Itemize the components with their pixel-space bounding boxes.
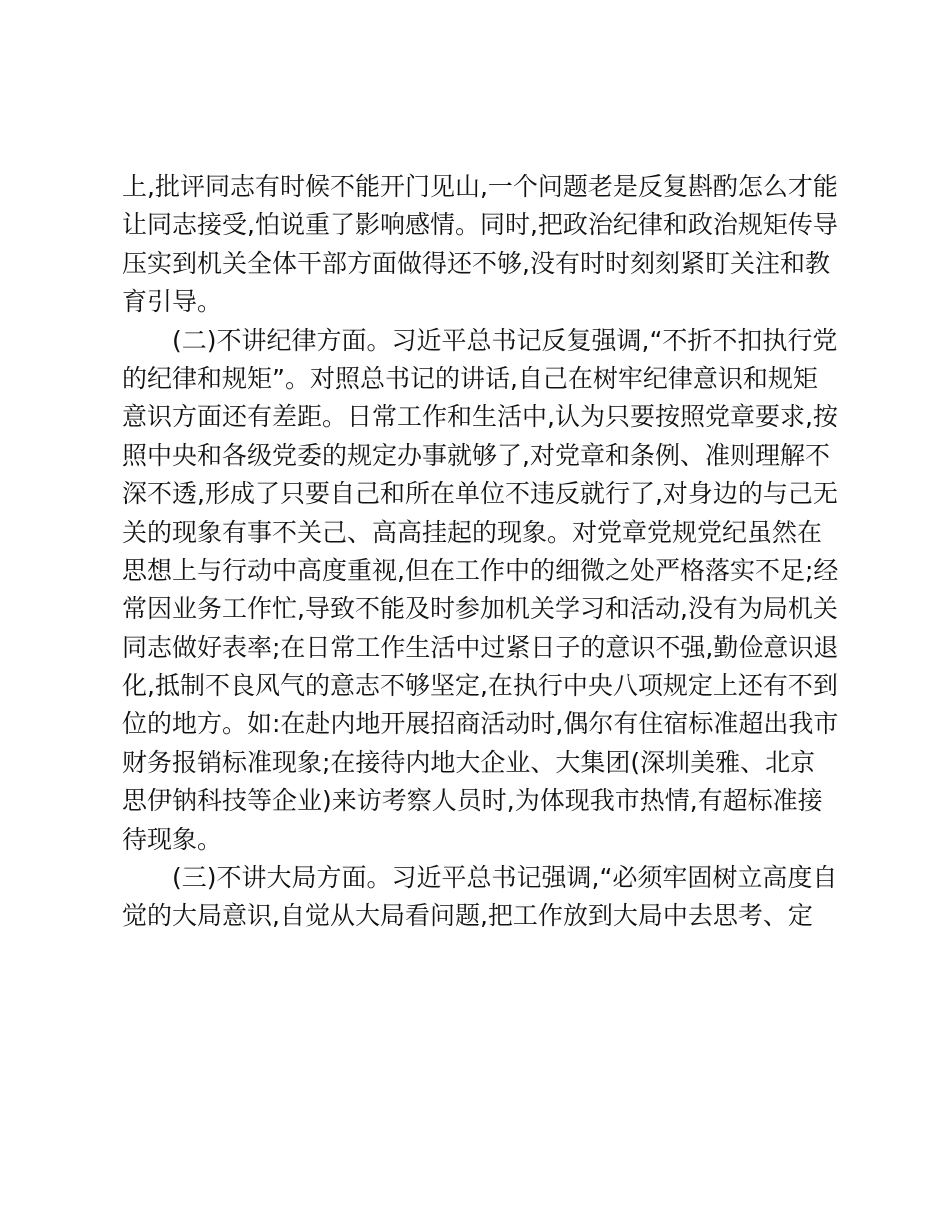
text-line: 财务报销标准现象;在接待内地大企业、大集团(深圳美雅、北京	[122, 747, 816, 777]
text-line: 育引导。	[122, 287, 223, 317]
text-line: 深不透,形成了只要自己和所在单位不违反就行了,对身边的与己无	[122, 479, 838, 509]
text-line: 化,抵制不良风气的意志不够坚定,在执行中央八项规定上还有不到	[122, 671, 838, 701]
section-heading-line: (三)不讲大局方面。习近平总书记强调,“必须牢固树立高度自	[172, 863, 838, 893]
text-line: 位的地方。如:在赴内地开展招商活动时,偶尔有住宿标准超出我市	[122, 709, 839, 739]
text-line: 思伊钠科技等企业)来访考察人员时,为体现我市热情,有超标准接	[122, 786, 823, 816]
text-line: 照中央和各级党委的规定办事就够了,对党章和条例、准则理解不	[122, 440, 830, 470]
text-line: 关的现象有事不关己、高高挂起的现象。对党章党规党纪虽然在	[122, 517, 823, 547]
text-line: 压实到机关全体干部方面做得还不够,没有时时刻刻紧盯关注和教	[122, 248, 830, 278]
text-line: 常因业务工作忙,导致不能及时参加机关学习和活动,没有为局机关	[122, 594, 838, 624]
text-line: 让同志接受,怕说重了影响感情。同时,把政治纪律和政治规矩传导	[122, 210, 838, 240]
text-line: 意识方面还有差距。日常工作和生活中,认为只要按照党章要求,按	[122, 402, 838, 432]
text-line: 上,批评同志有时候不能开门见山,一个问题老是反复斟酌怎么才能	[122, 172, 838, 201]
text-line: 的纪律和规矩”。对照总书记的讲话,自己在树牢纪律意识和规矩	[122, 363, 818, 393]
text-line: 同志做好表率;在日常工作生活中过紧日子的意识不强,勤俭意识退	[122, 632, 839, 662]
section-heading-line: (二)不讲纪律方面。习近平总书记反复强调,“不折不扣执行党	[172, 325, 838, 355]
text-line: 待现象。	[122, 824, 223, 854]
text-line: 觉的大局意识,自觉从大局看问题,把工作放到大局中去思考、定	[122, 901, 813, 931]
body-text	[122, 168, 842, 936]
text-line: 思想上与行动中高度重视,但在工作中的细微之处严格落实不足;经	[122, 555, 839, 585]
